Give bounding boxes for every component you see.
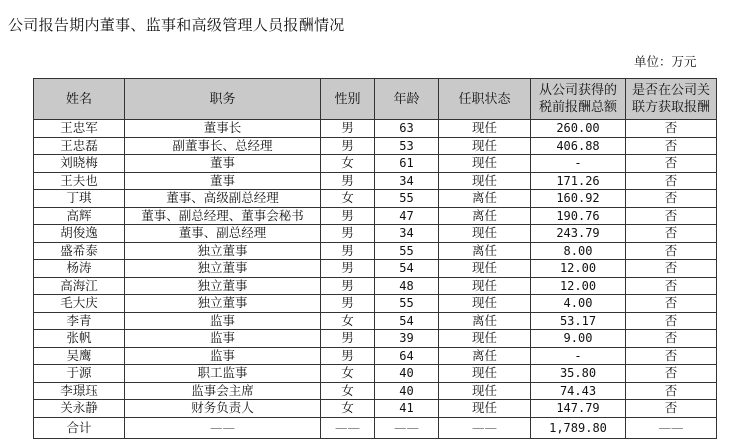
cell-related: 否 — [626, 295, 717, 313]
cell-status: 现任 — [439, 137, 531, 155]
cell-pay: 74.43 — [531, 382, 626, 400]
cell-name: 胡俊逸 — [34, 225, 125, 243]
cell-age: 41 — [375, 400, 439, 418]
cell-age: 47 — [375, 207, 439, 225]
cell-title: 独立董事 — [125, 295, 321, 313]
header-line: 职务 — [209, 91, 236, 107]
cell-pay: 35.80 — [531, 365, 626, 383]
total-row — [34, 417, 717, 438]
cell-gender: 男 — [321, 242, 375, 260]
cell-gender: 男 — [321, 330, 375, 348]
cell-name: 关永静 — [34, 400, 125, 418]
cell-status: 离任 — [439, 207, 531, 225]
cell-gender: 女 — [321, 312, 375, 330]
cell-status: 现任 — [439, 330, 531, 348]
cell-name: 李璟珏 — [34, 382, 125, 400]
cell-pay: 4.00 — [531, 295, 626, 313]
header-name — [34, 79, 125, 120]
cell-age: 61 — [375, 155, 439, 173]
cell-age: 55 — [375, 190, 439, 208]
cell-status: 离任 — [439, 190, 531, 208]
cell-age: 39 — [375, 330, 439, 348]
cell-gender: 女 — [321, 155, 375, 173]
cell-related: 否 — [626, 365, 717, 383]
cell-pay: 171.26 — [531, 172, 626, 190]
cell-title: 董事 — [125, 155, 321, 173]
header-status — [439, 79, 531, 120]
cell-related: 否 — [626, 260, 717, 278]
cell-age: 40 — [375, 382, 439, 400]
header-line: 性别 — [334, 91, 361, 107]
cell-name: 李青 — [34, 312, 125, 330]
cell-gender: 男 — [321, 347, 375, 365]
table-row — [34, 400, 717, 418]
table-row — [34, 330, 717, 348]
cell-pay: 147.79 — [531, 400, 626, 418]
cell-gender: 男 — [321, 260, 375, 278]
cell-title: 监事 — [125, 347, 321, 365]
cell-pay: 12.00 — [531, 260, 626, 278]
total-cell-status: —— — [439, 417, 531, 438]
cell-pay: 260.00 — [531, 120, 626, 138]
cell-age: 63 — [375, 120, 439, 138]
cell-related: 否 — [626, 312, 717, 330]
header-age — [375, 79, 439, 120]
table-row — [34, 242, 717, 260]
cell-name: 王忠磊 — [34, 137, 125, 155]
table-row — [34, 120, 717, 138]
cell-gender: 女 — [321, 190, 375, 208]
cell-name: 于源 — [34, 365, 125, 383]
header-line: 任职状态 — [458, 91, 511, 107]
header-line: 姓名 — [65, 91, 92, 107]
cell-name: 王忠军 — [34, 120, 125, 138]
cell-title: 副董事长、总经理 — [125, 137, 321, 155]
cell-title: 监事会主席 — [125, 382, 321, 400]
header-line: 年龄 — [393, 91, 420, 107]
cell-status: 现任 — [439, 155, 531, 173]
cell-gender: 女 — [321, 400, 375, 418]
table-row — [34, 312, 717, 330]
cell-gender: 男 — [321, 207, 375, 225]
cell-related: 否 — [626, 172, 717, 190]
cell-age: 55 — [375, 242, 439, 260]
total-cell-title: —— — [125, 417, 321, 438]
cell-age: 53 — [375, 137, 439, 155]
table-row — [34, 155, 717, 173]
cell-related: 否 — [626, 137, 717, 155]
cell-status: 现任 — [439, 120, 531, 138]
cell-gender: 男 — [321, 172, 375, 190]
cell-age: 34 — [375, 225, 439, 243]
cell-title: 董事长 — [125, 120, 321, 138]
table-row — [34, 207, 717, 225]
cell-related: 否 — [626, 347, 717, 365]
cell-status: 离任 — [439, 312, 531, 330]
header-line: 税前报酬总额 — [538, 100, 617, 115]
cell-gender: 女 — [321, 365, 375, 383]
header-line: 从公司获得的 — [538, 83, 617, 98]
cell-title: 独立董事 — [125, 277, 321, 295]
cell-status: 现任 — [439, 172, 531, 190]
table-row — [34, 347, 717, 365]
header-gender — [321, 79, 375, 120]
header-line: 联方获取报酬 — [631, 100, 710, 115]
unit-label: 单位：万元 — [634, 54, 697, 69]
cell-gender: 女 — [321, 382, 375, 400]
cell-name: 高辉 — [34, 207, 125, 225]
cell-title: 董事 — [125, 172, 321, 190]
page-title: 公司报告期内董事、监事和高级管理人员报酬情况 — [8, 16, 345, 34]
cell-gender: 男 — [321, 137, 375, 155]
cell-name: 盛希泰 — [34, 242, 125, 260]
cell-name: 丁琪 — [34, 190, 125, 208]
total-cell-gender: —— — [321, 417, 375, 438]
cell-related: 否 — [626, 190, 717, 208]
cell-age: 40 — [375, 365, 439, 383]
cell-pay: 190.76 — [531, 207, 626, 225]
cell-name: 王夫也 — [34, 172, 125, 190]
table-row — [34, 260, 717, 278]
cell-age: 54 — [375, 312, 439, 330]
header-title — [125, 79, 321, 120]
cell-related: 否 — [626, 120, 717, 138]
table-row — [34, 382, 717, 400]
cell-name: 刘晓梅 — [34, 155, 125, 173]
total-cell-age: —— — [375, 417, 439, 438]
cell-status: 现任 — [439, 260, 531, 278]
cell-related: 否 — [626, 400, 717, 418]
cell-title: 独立董事 — [125, 242, 321, 260]
cell-gender: 男 — [321, 120, 375, 138]
table-row — [34, 295, 717, 313]
cell-name: 毛大庆 — [34, 295, 125, 313]
table-row — [34, 225, 717, 243]
cell-pay: 243.79 — [531, 225, 626, 243]
cell-title: 董事、副总经理、董事会秘书 — [125, 207, 321, 225]
cell-pay: 8.00 — [531, 242, 626, 260]
cell-gender: 男 — [321, 277, 375, 295]
header-related — [626, 79, 717, 120]
cell-related: 否 — [626, 155, 717, 173]
cell-related: 否 — [626, 382, 717, 400]
cell-status: 现任 — [439, 382, 531, 400]
table-row — [34, 172, 717, 190]
cell-name: 杨涛 — [34, 260, 125, 278]
table-row — [34, 277, 717, 295]
table-row — [34, 365, 717, 383]
total-cell-pay: 1,789.80 — [531, 417, 626, 438]
cell-title: 监事 — [125, 312, 321, 330]
cell-name: 张帆 — [34, 330, 125, 348]
cell-related: 否 — [626, 207, 717, 225]
cell-related: 否 — [626, 242, 717, 260]
compensation-table — [33, 78, 717, 439]
cell-pay: 9.00 — [531, 330, 626, 348]
cell-status: 现任 — [439, 365, 531, 383]
cell-name: 吴鹰 — [34, 347, 125, 365]
cell-title: 职工监事 — [125, 365, 321, 383]
cell-status: 现任 — [439, 400, 531, 418]
cell-related: 否 — [626, 225, 717, 243]
table-row — [34, 137, 717, 155]
table-row — [34, 190, 717, 208]
cell-pay: 53.17 — [531, 312, 626, 330]
cell-status: 现任 — [439, 277, 531, 295]
cell-pay: 406.88 — [531, 137, 626, 155]
cell-title: 董事、副总经理 — [125, 225, 321, 243]
cell-status: 现任 — [439, 225, 531, 243]
cell-age: 64 — [375, 347, 439, 365]
cell-status: 离任 — [439, 242, 531, 260]
cell-title: 独立董事 — [125, 260, 321, 278]
cell-title: 董事、高级副总经理 — [125, 190, 321, 208]
cell-pay: - — [531, 155, 626, 173]
cell-gender: 男 — [321, 295, 375, 313]
header-pay — [531, 79, 626, 120]
header-line: 是否在公司关 — [631, 83, 710, 98]
cell-age: 48 — [375, 277, 439, 295]
cell-pay: - — [531, 347, 626, 365]
cell-age: 55 — [375, 295, 439, 313]
cell-title: 财务负责人 — [125, 400, 321, 418]
cell-name: 高海江 — [34, 277, 125, 295]
total-cell-related: —— — [626, 417, 717, 438]
cell-related: 否 — [626, 330, 717, 348]
cell-title: 监事 — [125, 330, 321, 348]
total-cell-name: 合计 — [34, 417, 125, 438]
cell-pay: 160.92 — [531, 190, 626, 208]
cell-age: 54 — [375, 260, 439, 278]
cell-status: 现任 — [439, 295, 531, 313]
cell-pay: 12.00 — [531, 277, 626, 295]
cell-gender: 男 — [321, 225, 375, 243]
table-header-row — [34, 79, 717, 120]
cell-related: 否 — [626, 277, 717, 295]
cell-status: 离任 — [439, 347, 531, 365]
cell-age: 34 — [375, 172, 439, 190]
